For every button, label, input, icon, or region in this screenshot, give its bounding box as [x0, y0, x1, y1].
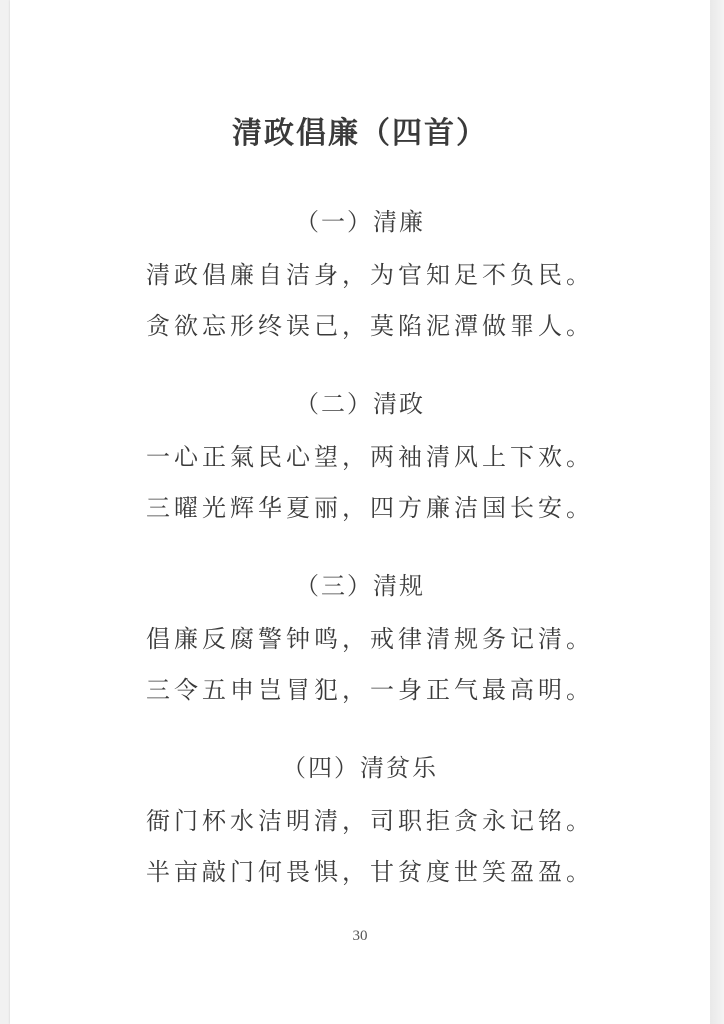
poem-4-heading: （四）清贫乐	[282, 754, 438, 782]
page-edge-shadow	[710, 0, 724, 1024]
document-title: 清政倡廉（四首）	[232, 116, 488, 151]
poem-1-heading: （一）清廉	[295, 208, 425, 236]
poem-4-line-2: 半亩敲门何畏惧，甘贫度世笑盈盈。	[146, 858, 594, 886]
poem-2-line-1: 一心正氣民心望，两袖清风上下欢。	[146, 443, 594, 471]
poem-1-line-1: 清政倡廉自洁身，为官知足不负民。	[146, 261, 594, 289]
poem-3-heading: （三）清规	[295, 572, 425, 600]
poem-1-line-2: 贪欲忘形终误己，莫陷泥潭做罪人。	[146, 312, 594, 340]
document-page	[10, 0, 710, 1024]
poem-3-line-2: 三令五申岂冒犯，一身正气最高明。	[146, 676, 594, 704]
page-number: 30	[352, 928, 368, 944]
poem-2-line-2: 三曜光辉华夏丽，四方廉洁国长安。	[146, 494, 594, 522]
poem-3-line-1: 倡廉反腐警钟鸣，戒律清规务记清。	[146, 625, 594, 653]
poem-2-heading: （二）清政	[295, 390, 425, 418]
poem-4-line-1: 衙门杯水洁明清，司职拒贪永记铭。	[146, 807, 594, 835]
